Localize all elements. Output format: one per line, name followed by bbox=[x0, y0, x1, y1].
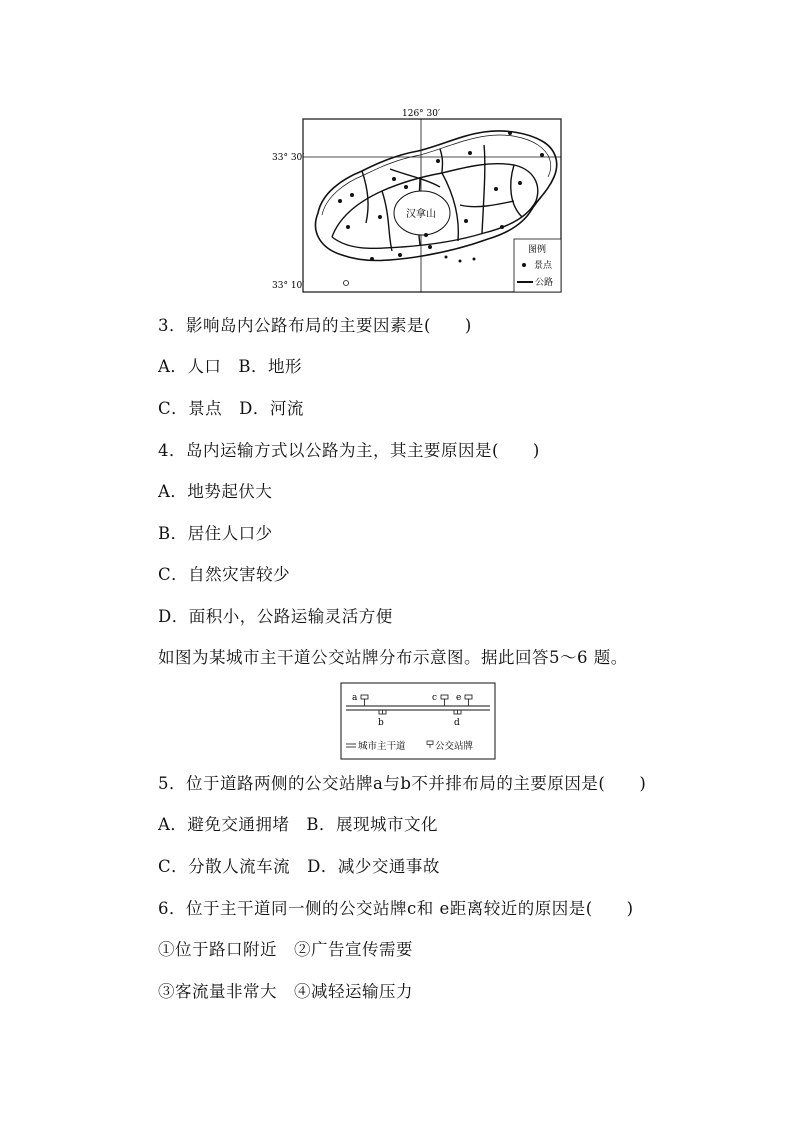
stop-d-sign bbox=[454, 710, 461, 714]
intro-5-6: 如图为某城市主干道公交站牌分布示意图。据此回答5～6 题。 bbox=[158, 648, 628, 667]
question-3-options-ab: A．人口 B．地形 bbox=[158, 357, 303, 376]
question-4-option-d: D．面积小，公路运输灵活方便 bbox=[158, 607, 393, 626]
stop-e-sign bbox=[465, 695, 472, 706]
stop-a-label: a bbox=[352, 693, 358, 703]
question-3-options-cd: C．景点 D．河流 bbox=[158, 399, 304, 418]
mountain-label: 汉拿山 bbox=[406, 209, 436, 220]
stop-b-sign bbox=[379, 710, 386, 714]
legend-scenic-dot bbox=[522, 263, 526, 267]
stop-a-sign bbox=[361, 695, 368, 706]
legend-bus-stop: 公交站牌 bbox=[435, 741, 474, 752]
question-4-option-c: C．自然灾害较少 bbox=[158, 565, 291, 584]
question-4: 4．岛内运输方式以公路为主，其主要原因是( ) bbox=[158, 441, 540, 460]
legend-stop-icon bbox=[427, 741, 433, 748]
question-6-options-34: ③客流量非常大 ④减轻运输压力 bbox=[158, 982, 413, 1001]
legend-road-label: 公路 bbox=[535, 278, 554, 288]
legend-title: 图例 bbox=[528, 245, 547, 255]
legend-scenic-label: 景点 bbox=[534, 261, 553, 271]
question-5-options-cd: C．分散人流车流 D．减少交通事故 bbox=[158, 857, 440, 876]
question-4-option-b: B．居住人口少 bbox=[158, 524, 273, 543]
question-5: 5．位于道路两侧的公交站牌a与b不并排布局的主要原因是( ) bbox=[158, 774, 647, 793]
question-4-option-a: A．地势起伏大 bbox=[158, 482, 273, 501]
question-5-options-ab: A．避免交通拥堵 B．展现城市文化 bbox=[158, 815, 439, 834]
stop-b-label: b bbox=[378, 718, 384, 728]
legend-main-road: 城市主干道 bbox=[358, 741, 406, 752]
question-6: 6．位于主干道同一侧的公交站牌c和 e距离较近的原因是( ) bbox=[158, 899, 634, 918]
island-map bbox=[270, 105, 570, 300]
stop-d-label: d bbox=[454, 718, 460, 728]
latitude-bottom-label: 33° 10′ bbox=[272, 281, 305, 291]
stop-c-sign bbox=[441, 695, 448, 706]
question-3: 3．影响岛内公路布局的主要因素是( ) bbox=[158, 316, 472, 335]
longitude-label: 126° 30′ bbox=[402, 109, 441, 119]
bus-stop-diagram bbox=[340, 682, 496, 760]
question-6-options-12: ①位于路口附近 ②广告宣传需要 bbox=[158, 940, 413, 959]
latitude-top-label: 33° 30′ bbox=[272, 153, 305, 163]
stop-c-label: c bbox=[432, 693, 438, 703]
stop-e-label: e bbox=[456, 693, 462, 703]
